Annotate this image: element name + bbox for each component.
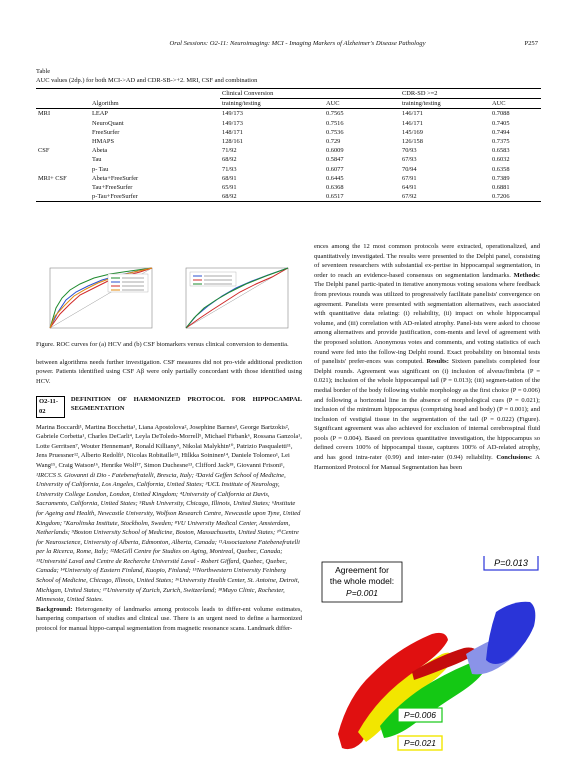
left-paragraph: between algorithms needs further investigation. CSF measures did not pro-vide additional prediction power. Patients identified using CSF Aβ were only partially concordant with those identified using HCV. — [36, 358, 302, 385]
row-group: CSF — [38, 147, 50, 155]
conclusions-label: Conclusions: — [496, 454, 533, 462]
abstract-title: DEFINITION OF HARMONIZED PROTOCOL FOR HIPPOCAMPAL SEGMENTATION — [70, 396, 302, 412]
row-algorithm: Abeta+FreeSurfer — [92, 174, 139, 182]
row-train-clinical: 128/161 — [222, 138, 243, 146]
abstract-heading — [36, 396, 302, 417]
group-header-cdr: CDR-SD >=2 — [400, 89, 541, 99]
row-auc-cdr: 0.7088 — [492, 110, 510, 118]
row-auc-clinical: 0.6445 — [326, 174, 344, 182]
row-algorithm: p- Tau — [92, 165, 109, 173]
row-auc-cdr: 0.7405 — [492, 119, 510, 127]
row-auc-clinical: 0.5847 — [326, 156, 344, 164]
row-group — [36, 183, 90, 192]
table-row — [36, 146, 541, 155]
hippocampus-blue-segment — [486, 602, 535, 664]
row-train-cdr: 126/158 — [402, 138, 423, 146]
table-row — [36, 155, 541, 164]
methods-text: The Delphi panel partic-ipated in iterative anonymous voting sessions where feedback from previous rounds was utilized to progressively facilitate panelists' convergence on agreement. Panelists were presented with segmentation alternatives, each associated with quantitative data relating: (i) reliability, (ii) impact on whole hippocampal volume, and (iii) correlation with AD-related atrophy. Panel-ists were asked to choose among alternatives and provide justification, com-ments and level of agreement with the proposed solution. Anonymous votes and comments, and voting statistics of each round were fed into the follow-ing Delphi round. Exact probability on binomial tests of panelists' prefer-ences was computed. — [314, 281, 540, 366]
row-train-cdr: 70/94 — [402, 165, 417, 173]
row-group — [36, 137, 90, 146]
p-tail-label: P=0.013 — [494, 558, 528, 568]
row-train-clinical: 65/91 — [222, 183, 237, 191]
row-train-clinical: 148/171 — [222, 128, 243, 136]
row-algorithm: NeuroQuant — [92, 119, 124, 127]
table-row — [36, 183, 541, 192]
group-header-clinical: Clinical Conversion — [220, 89, 400, 99]
roc-plot-b — [186, 268, 288, 328]
p-head-label: P=0.021 — [404, 738, 436, 748]
row-algorithm: Abeta — [92, 147, 108, 155]
row-algorithm: LEAP — [92, 110, 108, 118]
table-row — [36, 192, 541, 202]
table-caption — [36, 67, 257, 85]
row-algorithm: Tau+FreeSurfer — [92, 183, 133, 191]
row-group — [36, 119, 90, 128]
conclusions-text: A Harmonized Protocol for Manual Segmentation has been — [314, 454, 540, 471]
row-train-clinical: 68/91 — [222, 174, 237, 182]
row-train-clinical: 149/173 — [222, 119, 243, 127]
row-auc-cdr: 0.6583 — [492, 147, 510, 155]
session-code: O2-11-02 — [36, 396, 65, 417]
row-train-cdr: 67/92 — [402, 193, 417, 201]
table-caption-label: Table — [36, 68, 51, 75]
row-auc-clinical: 0.729 — [326, 138, 341, 146]
roc-curves-image — [36, 264, 302, 334]
row-train-cdr: 67/91 — [402, 174, 417, 182]
background-label: Background: — [36, 605, 73, 613]
affiliation-list: ¹IRCCS S. Giovanni di Dio - Fatebenefratelli, Brescia, Italy; ²David Geffen School of Medicine, University of California, Los Angeles, California, United States; ³UCL Institute of Neurology, University College London, London, United Kingdom; ⁴University of California at Davis, Sacramento, California, United States; ⁵Rush University, Chicago, Illinois, United States; ⁶Institute for Ageing and Health, Newcastle University, Wolfson Research Centre, Newcastle upon Tyne, United Kingdom; ⁷Karolinska Institute, Stockholm, Sweden; ⁸VU University Medical Center, Amsterdam, Netherlands; ⁹Boston University School of Medicine, Boston, Massachusetts, United States; ¹⁰Centre for Neuroscience, University of Alberta, Edmonton, Alberta, Canada; ¹¹Associazione Fatebenefratelli per la Ricerca, Rome, Italy; ¹²McGill Centre for Studies on Aging, Montreal, Quebec, Canada; ¹³Université Laval and Centre de Recherche Université Laval - Robert Giffard, Quebec, Quebec, Canada; ¹⁴University of Eastern Finland, Kuopio, Finland; ¹⁵Northwestern University Feinberg School of Medicine, Chicago, Illinois, United States; ¹⁶University Health Center, St. Antoine, Detroit, Michigan, United States; ¹⁷University of Zurich, Zurich, Switzerland; ¹⁸Mayo Clinic, Rochester, Minnesota, United States. — [36, 471, 301, 604]
row-algorithm: Tau — [92, 156, 102, 164]
table-row — [36, 137, 541, 146]
row-train-cdr: 146/171 — [402, 119, 423, 127]
row-algorithm: HMAPS — [92, 138, 115, 146]
table-row — [36, 119, 541, 128]
row-algorithm: FreeSurfer — [92, 128, 120, 136]
right-column — [314, 242, 540, 472]
row-auc-cdr: 0.6032 — [492, 156, 510, 164]
background-text: Heterogeneity of landmarks among protocols leads to differ-ent volume estimates, hampering comparison of studies and clinical use. There is an urgent need to define a harmonized protocol for manual hippo-campal segmentation from magnetic resonance scans. Landmark differ- — [36, 605, 303, 633]
row-auc-clinical: 0.7516 — [326, 119, 344, 127]
roc-figure — [36, 264, 302, 334]
intro-text: ences among the 12 most common protocols were extracted, operationalized, and quantitatively investigated. The results were presented to the Delphi panel, consisting of seventeen researchers with substantial ex-pertise in hippocampal segmentation, in order to reach an evidence-based consensus on segmentation landmarks. — [314, 243, 540, 279]
agreement-label-line1: Agreement for — [335, 565, 389, 575]
agreement-label-line2: the whole model: — [329, 576, 395, 586]
row-train-clinical: 71/92 — [222, 147, 237, 155]
results-label: Results: — [426, 358, 449, 366]
results-text: Sixteen panelists completed four Delphi rounds. Agreement was significant on (i) inclusion of alveus/fimbria (P = 0.021); inclusion of the whole hippocampal tail (P = 0.013); (iii) segmen-tation of the medial border of the body following visible morphology as the first choice (P = 0.006) and following a horizontal line in the absence of morphological cues (P = 0.021); inclusion of the minimum hippocampus (comprising head and body) (P = 0.001); and inclusion of vestigial tissue in the segmentation of the tail (P = 0.022) (Figure). Significant agreement was also achieved for exclusion of internal cerebrospinal fluid pools (P = 0.004). Based on previous quantitative investigation, the hippocampus so defined covers 100% of hippocampal tissue, captures 100% of AD-related atrophy, and has good intra-rater (0.99) and inter-rater (0.94) reliability. — [314, 358, 541, 462]
row-auc-cdr: 0.6881 — [492, 183, 510, 191]
table-row — [36, 109, 541, 119]
row-train-clinical: 71/93 — [222, 165, 237, 173]
row-train-cdr: 145/169 — [402, 128, 423, 136]
row-auc-cdr: 0.7206 — [492, 193, 510, 201]
table-caption-text: AUC values (2dp.) for both MCI->AD and CDR-SB->+2. MRI, CSF and combination — [36, 77, 258, 84]
row-train-cdr: 64/91 — [402, 183, 417, 191]
row-algorithm: p-Tau+FreeSurfer — [92, 193, 138, 201]
col-header-auc1: AUC — [326, 100, 340, 108]
row-auc-cdr: 0.7389 — [492, 174, 510, 182]
p-whole-label: P=0.001 — [346, 588, 378, 598]
row-train-cdr: 146/171 — [402, 110, 423, 118]
col-header-training1: training/testing — [222, 100, 261, 108]
page-number: P257 — [524, 40, 538, 47]
row-train-cdr: 67/93 — [402, 156, 417, 164]
row-group — [36, 165, 90, 174]
hippocampus-figure — [318, 556, 540, 760]
col-header-auc2: AUC — [492, 100, 506, 108]
row-auc-cdr: 0.7375 — [492, 138, 510, 146]
table-row — [36, 165, 541, 174]
row-train-clinical: 68/92 — [222, 193, 237, 201]
row-group: MRI+ CSF — [38, 174, 67, 182]
row-train-clinical: 149/173 — [222, 110, 243, 118]
col-header-algorithm: Algorithm — [92, 100, 119, 108]
row-auc-clinical: 0.6009 — [326, 147, 344, 155]
table-row — [36, 174, 541, 183]
row-group — [36, 192, 90, 202]
row-auc-clinical: 0.7536 — [326, 128, 344, 136]
row-group — [36, 155, 90, 164]
row-group — [36, 128, 90, 137]
row-auc-clinical: 0.6368 — [326, 183, 344, 191]
row-train-cdr: 70/93 — [402, 147, 417, 155]
methods-label: Methods: — [513, 271, 540, 279]
row-auc-clinical: 0.6517 — [326, 193, 344, 201]
roc-plot-a — [50, 268, 152, 328]
row-train-clinical: 68/92 — [222, 156, 237, 164]
row-auc-cdr: 0.7494 — [492, 128, 510, 136]
figure1-caption: Figure. ROC curves for (a) HCV and (b) CSF biomarkers versus clinical conversion to dementia. — [36, 341, 289, 348]
table-row — [36, 128, 541, 137]
col-header-training2: training/testing — [402, 100, 441, 108]
row-auc-clinical: 0.6077 — [326, 165, 344, 173]
row-group: MRI — [38, 110, 51, 118]
auc-table — [36, 88, 541, 202]
p-body-label: P=0.006 — [404, 710, 436, 720]
row-auc-cdr: 0.6358 — [492, 165, 510, 173]
left-column — [36, 340, 302, 634]
row-auc-clinical: 0.7565 — [326, 110, 344, 118]
running-title: Oral Sessions: O2-11: Neuroimaging: MCI - Imaging Markers of Alzheimer's Disease Pathology — [169, 40, 426, 47]
author-list: Marina Boccardi¹, Martina Bocchetta¹, Liana Apostolova², Josephine Barnes³, George Bartzokis², Gabriele Corbetta¹, Charles DeCarli⁴, Leyla DeToledo-Morrell⁵, Michael Firbank⁶, Rossana Ganzola¹, Lotte Gerritsen⁷, Wouter Henneman⁸, Ronald Killiany⁹, Nikolai Malykhin¹⁰, Patrizio Pasqualetti¹¹, Jens Pruessner¹², Alberto Redolfi¹, Nicolas Robitaille¹³, Hilkka Soininen¹⁴, Daniele Tolomeo¹, Lei Wang¹⁵, Craig Watson¹⁶, Henrike Wolf¹⁷, Simon Duchesne¹³, Clifford Jack¹⁸, Giovanni Frisoni¹, — [36, 423, 302, 469]
